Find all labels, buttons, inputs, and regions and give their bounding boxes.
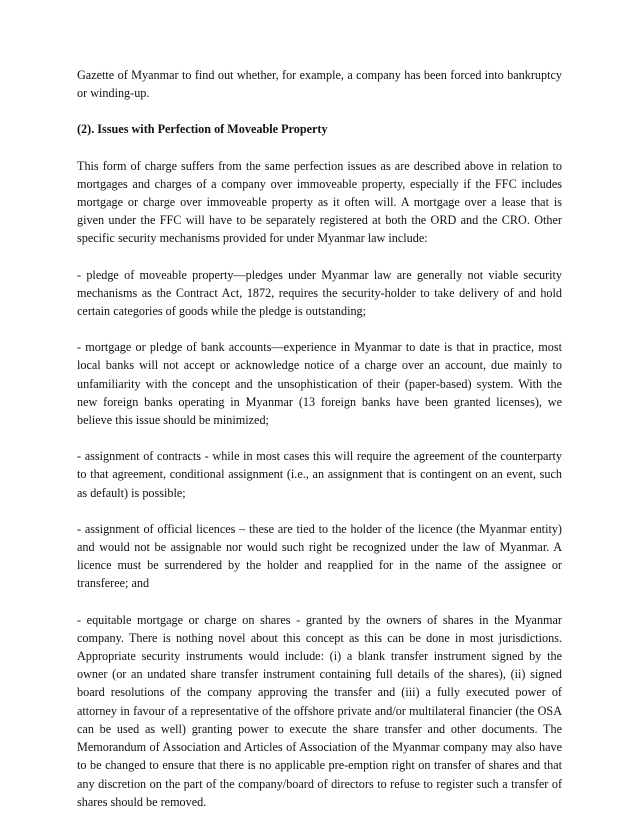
list-item-bank-accounts: - mortgage or pledge of bank accounts—experience in Myanmar to date is that in practice, most local banks will not accept or acknowledge notice of a charge over an account, due mainly to unfamiliarity with the concept and the unsophistication of their (paper-based) system. With the new foreign banks operating in Myanmar (13 foreign banks have been granted licenses), we believe this issue should be minimized;: [77, 340, 562, 428]
list-item-pledge-moveable-property: - pledge of moveable property—pledges under Myanmar law are generally not viable security mechanisms as the Contract Act, 1872, requires the security-holder to take delivery of and hold certain categories of goods while the pledge is outstanding;: [77, 267, 562, 319]
section-heading: (2). Issues with Perfection of Moveable Property: [77, 122, 328, 137]
list-item-shares-mortgage: - equitable mortgage or charge on shares - granted by the owners of shares in the Myanmar company. There is nothing novel about this concept as this can be done in most jurisdictions. Appropriate security instruments would include: (i) a blank transfer instrument signed by the owner (or an undated share transfer instrument containing full details of the shares), (ii) signed board resolutions of the company approving the transfer and (iii) a fully executed power of attorney in favour of a representative of the offshore private and/or multilateral financier (the OSA can be used as well) granting power to execute the share transfer and other documents. The Memorandum of Association and Articles of Association of the Myanmar company may also have to be changed to ensure that there is no applicable pre-emption right on transfer of shares and that any discretion on the part of the company/board of directors to refuse to register such a transfer of shares should be removed.: [77, 612, 562, 809]
paragraph-perfection-issues: This form of charge suffers from the same perfection issues as are described above in relation to mortgages and charges of a company over immoveable property, especially if the FFC includes mortgage or charge over immoveable property as it often will. A mortgage over a lease that is given under the FFC will have to be separately registered at both the ORD and the CRO. Other specific security mechanisms provided for under Myanmar law include:: [77, 158, 562, 246]
paragraph-gazette-continuation: Gazette of Myanmar to find out whether, for example, a company has been forced into bankruptcy or winding-up.: [77, 68, 562, 101]
document-body: [77, 66, 562, 829]
list-item-assignment-contracts: - assignment of contracts - while in most cases this will require the agreement of the counterparty to that agreement, conditional assignment (i.e., an assignment that is contingent on an event, such as default) is possible;: [77, 449, 562, 500]
list-item-official-licences: - assignment of official licences – these are tied to the holder of the licence (the Myanmar entity) and would not be assignable nor would such right be recognized under the law of Myanmar. A licence must be surrendered by the holder and reapplied for in the name of the assignee or transferee; and: [77, 521, 562, 591]
